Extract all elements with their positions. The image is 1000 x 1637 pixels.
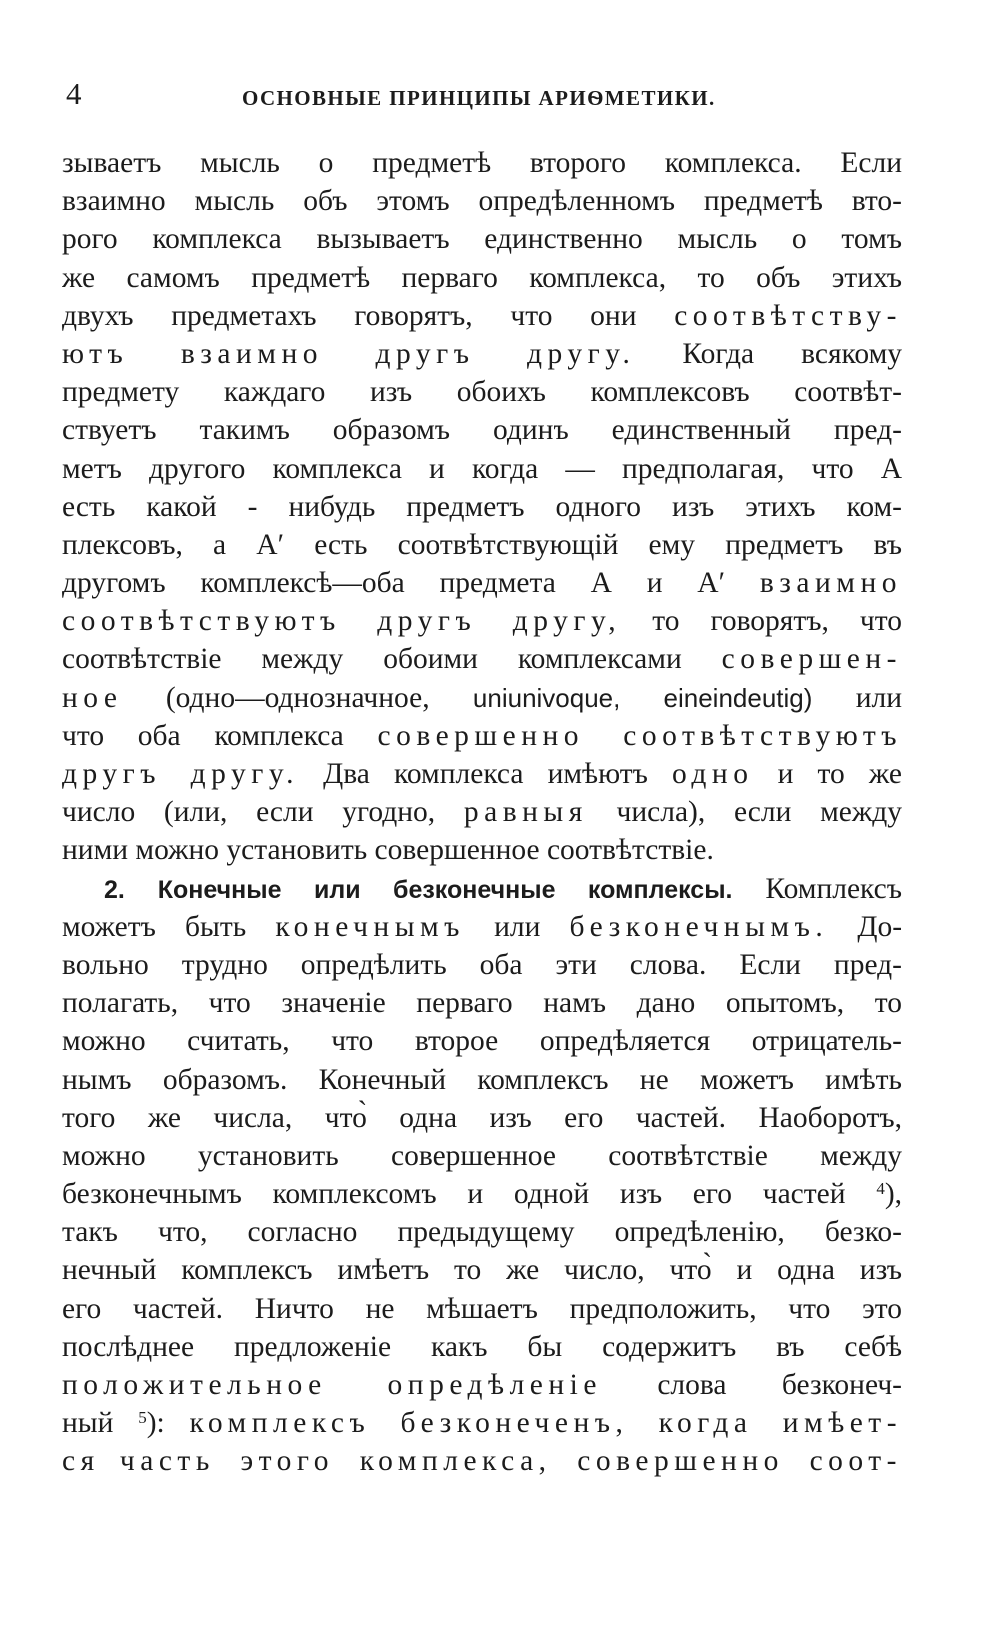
- footnote-ref: 5: [138, 1408, 147, 1428]
- emphasized-term: часть этого комплекса, совершенно соот-: [119, 1445, 902, 1478]
- emphasized-term: одно: [672, 758, 754, 790]
- text-line: взаимно мысль объ этомъ опредѣленномъ предметѣ вто-: [62, 185, 902, 218]
- emphasized-term: равныя: [463, 796, 588, 829]
- text-line: нымъ образомъ. Конечный комплексъ не можетъ имѣть: [62, 1063, 902, 1096]
- text-line: [62, 1442, 902, 1480]
- emphasized-term: безконечнымъ.: [569, 910, 829, 943]
- emphasized-term: ся: [62, 1445, 100, 1478]
- emphasized-term: ютъ взаимно другъ другу.: [62, 337, 636, 370]
- emphasized-term: другъ другу.: [62, 758, 299, 790]
- text-line: соотвѣтствуютъ другъ другу, то говорятъ, что: [62, 605, 902, 638]
- page-number: 4: [66, 76, 82, 111]
- text-line: предмету каждаго изъ обоихъ комплексовъ соотвѣт-: [62, 376, 902, 409]
- text-line: безконечнымъ комплексомъ и одной изъ его частей $^4$),: [62, 1178, 902, 1211]
- section-heading: Конечные или безконечные комплексы.: [157, 875, 733, 904]
- page-header: [62, 70, 902, 120]
- text-line: ствуетъ такимъ образомъ одинъ единственный пред-: [62, 414, 902, 447]
- section-number: 2.: [104, 875, 125, 904]
- text-line: что оба комплекса совершенно соотвѣтствуютъ: [62, 719, 902, 752]
- body-text: [62, 144, 902, 1481]
- emphasized-term: соотвѣтству-: [674, 299, 902, 332]
- emphasized-term: совершен-: [721, 643, 902, 676]
- text-line: его частей. Ничто не мѣшаетъ предположить, что это: [62, 1292, 902, 1325]
- emphasized-term: соотвѣтствуютъ другъ другу,: [62, 605, 622, 638]
- text-line: послѣднее предложеніе какъ бы содержитъ въ себѣ: [62, 1330, 902, 1363]
- text-line: можно установить совершенное соотвѣтствіе между: [62, 1139, 902, 1172]
- text-line: ними можно установить совершенное соотвѣтствіе.: [62, 834, 714, 867]
- running-title: ОСНОВНЫЕ ПРИНЦИПЫ АРИѲМЕТИКИ.: [242, 86, 716, 110]
- text-line: такъ что, согласно предыдущему опредѣленію, безко-: [62, 1216, 902, 1249]
- text-line: другъ другу. Два комплекса имѣютъ одно и то же: [62, 758, 902, 790]
- text-line: 2. Конечные или безконечные комплексы. Комплексъ: [104, 872, 902, 905]
- text-line: положительное опредѣленіе слова безконеч-: [62, 1369, 902, 1401]
- text-line: двухъ предметахъ говорятъ, что они соотвѣтству-: [62, 299, 902, 332]
- text-line: другомъ комплексѣ—оба предмета А и А′ взаимно: [62, 567, 902, 600]
- emphasized-term: положительное опредѣленіе: [62, 1369, 602, 1401]
- text-line: ютъ взаимно другъ другу. Когда всякому: [62, 337, 902, 370]
- emphasized-term: конечнымъ: [275, 910, 465, 943]
- text-line: вольно трудно опредѣлить оба эти слова. Если пред-: [62, 948, 902, 981]
- text-line: есть какой - нибудь предметъ одного изъ этихъ ком-: [62, 490, 902, 523]
- text-line: плексовъ, а А′ есть соотвѣтствующій ему предметъ въ: [62, 528, 902, 561]
- text-line: того же числа, что̀ одна изъ его частей. Наоборотъ,: [62, 1101, 902, 1134]
- text-line: можетъ быть конечнымъ или безконечнымъ. До-: [62, 910, 902, 943]
- emphasized-term: взаимно: [759, 567, 902, 600]
- emphasized-term: совершенно соотвѣтствуютъ: [377, 719, 902, 752]
- text-line: зываетъ мысль о предметѣ второго комплекса. Если: [62, 147, 902, 179]
- text-line: рого комплекса вызываетъ единственно мысль о томъ: [62, 223, 902, 256]
- text-line: ное (одно—однозначное, uniunivoque, eineindeutig) или: [62, 681, 902, 714]
- emphasized-term: ное: [62, 681, 123, 714]
- text-line: можно считать, что второе опредѣляется отрицатель-: [62, 1025, 902, 1058]
- text-line: ный $^5$): комплексъ безконеченъ, когда имѣет-: [62, 1407, 902, 1440]
- text-line: метъ другого комплекса и когда — предполагая, что А: [62, 452, 902, 485]
- foreign-terms: uniunivoque, eineindeutig): [472, 682, 813, 713]
- footnote-ref: 4: [876, 1179, 885, 1199]
- emphasized-term: комплексъ безконеченъ, когда имѣет-: [189, 1407, 902, 1440]
- text-line: нечный комплексъ имѣетъ то же число, что̀ и одна изъ: [62, 1254, 902, 1287]
- text-line: же самомъ предметѣ перваго комплекса, то объ этихъ: [62, 261, 902, 294]
- text-line: соотвѣтствіе между обоими комплексами совершен-: [62, 643, 902, 676]
- text-line: число (или, если угодно, равныя числа), если между: [62, 796, 902, 829]
- text-line: полагать, что значеніе перваго намъ дано опытомъ, то: [62, 987, 902, 1020]
